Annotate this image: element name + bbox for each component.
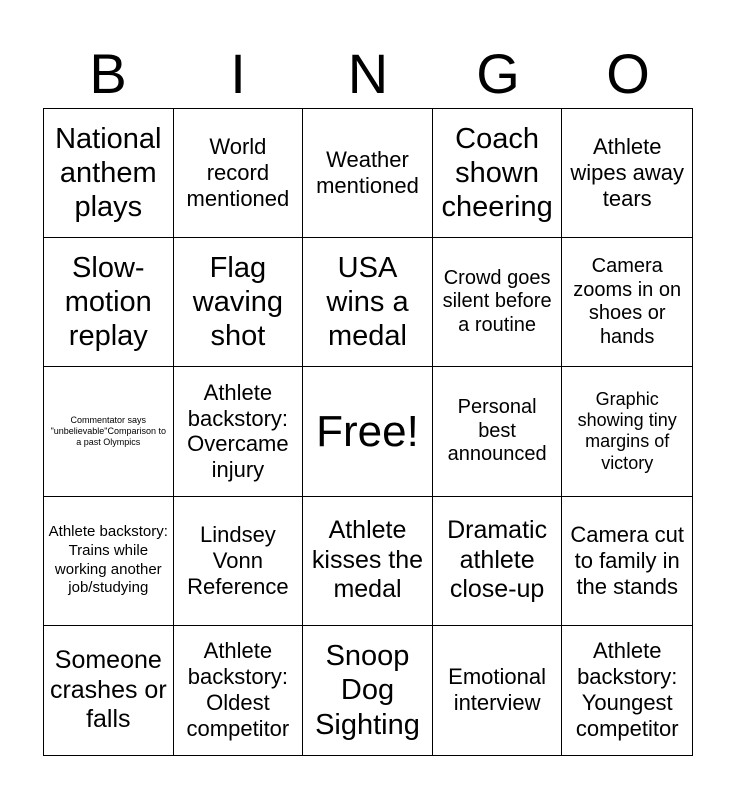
bingo-cell[interactable] [562,497,692,626]
bingo-cell[interactable] [44,626,174,755]
bingo-cell[interactable] [303,109,433,238]
bingo-cell[interactable] [174,497,304,626]
bingo-cell[interactable] [174,367,304,496]
bingo-cell-text: Athlete backstory: Youngest competitor [575,638,679,742]
header-letter-n: N [347,42,389,105]
bingo-cell[interactable] [303,497,433,626]
bingo-cell-text: Coach shown cheering [441,122,553,224]
bingo-cell-text: Camera cut to family in the stands [570,521,685,599]
bingo-cell-text: Graphic showing tiny margins of victory [577,389,677,473]
bingo-cell-text: Lindsey Vonn Reference [187,521,289,599]
bingo-cell-text: Crowd goes silent before a routine [442,266,552,337]
bingo-cell[interactable] [433,626,563,755]
header-letter-o: O [606,42,650,105]
bingo-cell[interactable] [44,367,174,496]
bingo-cell-text: Athlete kisses the medal [311,516,424,604]
bingo-cell-text: Athlete backstory: Oldest competitor [186,638,290,742]
bingo-cell[interactable] [44,238,174,367]
bingo-cell-text: National anthem plays [55,122,162,224]
header-letter-i: I [230,42,246,105]
bingo-cell[interactable] [433,109,563,238]
free-space-text: Free! [316,406,419,456]
bingo-cell-text: Commentator says "unbelievable"Comparison to a past Olympics [50,415,167,447]
bingo-cell[interactable] [44,497,174,626]
bingo-card-grid [43,108,693,756]
bingo-cell[interactable] [303,626,433,755]
bingo-cell-text: Athlete backstory: Overcame injury [187,379,289,483]
header-letter-b: B [89,42,127,105]
bingo-cell-text: Athlete wipes away tears [570,134,685,212]
bingo-cell[interactable] [174,626,304,755]
bingo-cell-text: Dramatic athlete close-up [447,516,548,604]
bingo-cell[interactable] [562,367,692,496]
header-letter-g: G [476,42,520,105]
bingo-header [43,40,693,108]
bingo-cell[interactable] [562,238,692,367]
bingo-cell[interactable] [433,238,563,367]
bingo-cell[interactable] [433,497,563,626]
free-space-cell[interactable] [303,367,433,496]
bingo-cell-text: Emotional interview [448,664,547,716]
bingo-cell[interactable] [174,238,304,367]
bingo-cell[interactable] [44,109,174,238]
bingo-cell-text: Weather mentioned [316,147,419,199]
bingo-cell-text: World record mentioned [186,134,290,212]
bingo-cell-text: Athlete backstory: Trains while working another job/studying [48,523,168,597]
bingo-cell[interactable] [433,367,563,496]
bingo-cell-text: Slow-motion replay [64,251,152,353]
bingo-cell[interactable] [562,109,692,238]
bingo-cell-text: Camera zooms in on shoes or hands [573,255,682,348]
bingo-cell[interactable] [562,626,692,755]
bingo-cell-text: Flag waving shot [192,251,284,353]
bingo-cell[interactable] [303,238,433,367]
bingo-cell[interactable] [174,109,304,238]
bingo-cell-text: Someone crashes or falls [49,646,167,734]
bingo-cell-text: Snoop Dog Sighting [315,640,420,741]
bingo-cell-text: USA wins a medal [326,251,409,353]
bingo-cell-text: Personal best announced [447,396,547,466]
